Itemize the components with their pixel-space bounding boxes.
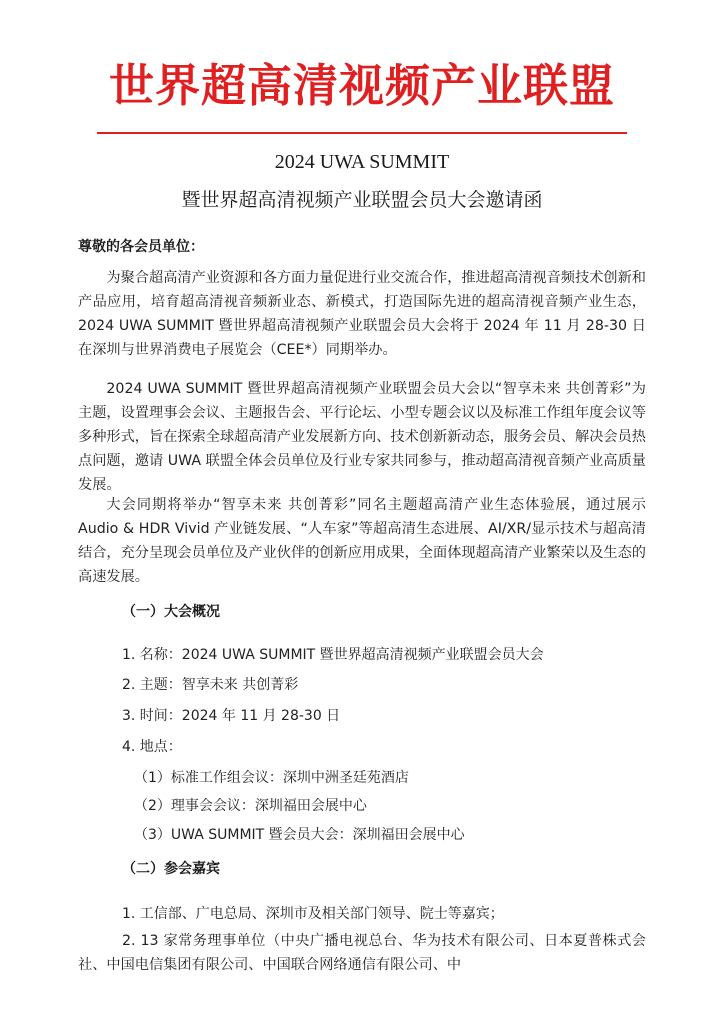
venue-item-council: （2）理事会会议：深圳福田会展中心 [134,798,367,814]
section-heading-guests: （二）参会嘉宾 [122,861,220,877]
paragraph-2: 2024 UWA SUMMIT 暨世界超高清视频产业联盟会员大会以“智享未来 共创菁彩”为主题，设置理事会会议、主题报告会、平行论坛、小型专题会议以及标准工作组年度会议等多种形式，旨在探索全球超高清产业发展新方向、技术创新新动态，服务会员、解决会员热点问题，邀请 UWA 联盟全体会员单位及行业专家共同参与，推动超高清视音频产业高质量发展。 [78,381,646,493]
venue-item-standards: （1）标准工作组会议：深圳中洲圣廷苑酒店 [134,770,409,786]
salutation: 尊敬的各会员单位： [78,239,204,255]
overview-item-name: 1. 名称：2024 UWA SUMMIT 暨世界超高清视频产业联盟会员大会 [122,647,544,663]
event-title-line1: 2024 UWA SUMMIT [274,151,450,173]
guest-item-1: 1. 工信部、广电总局、深圳市及相关部门领导、院士等嘉宾； [122,906,504,922]
org-title: 世界超高清视频产业联盟 [108,59,615,112]
event-title-line2: 暨世界超高清视频产业联盟会员大会邀请函 [181,189,543,211]
overview-item-time: 3. 时间：2024 年 11 月 28-30 日 [122,708,341,724]
paragraph-3: 大会同期将举办“智享未来 共创菁彩”同名主题超高清产业生态体验展，通过展示 Audio & HDR Vivid 产业链发展、“人车家”等超高清生态进展、AI/XR/显示技术与超高清结合，充分呈现会员单位及产业伙伴的创新应用成果，全面体现超高清产业繁荣以及生态的高速发展。 [78,497,646,585]
paragraph-1: 为聚合超高清产业资源和各方面力量促进行业交流合作，推进超高清视音频技术创新和产品应用，培育超高清视音频新业态、新模式，打造国际先进的超高清视音频产业生态，2024 UWA SUMMIT 暨世界超高清视频产业联盟会员大会将于 2024 年 11 月 28-30 日在深圳与世界消费电子展览会（CEE*）同期举办。 [78,270,646,358]
section-heading-overview: （一）大会概况 [122,604,220,620]
venue-item-summit: （3）UWA SUMMIT 暨会员大会：深圳福田会展中心 [134,827,465,843]
overview-item-theme: 2. 主题：智享未来 共创菁彩 [122,677,299,693]
guest-item-2: 2. 13 家常务理事单位（中央广播电视总台、华为技术有限公司、日本夏普株式会社、中国电信集团有限公司、中国联合网络通信有限公司、中 [78,933,646,973]
overview-item-venue: 4. 地点： [122,739,182,755]
red-divider [97,132,627,134]
